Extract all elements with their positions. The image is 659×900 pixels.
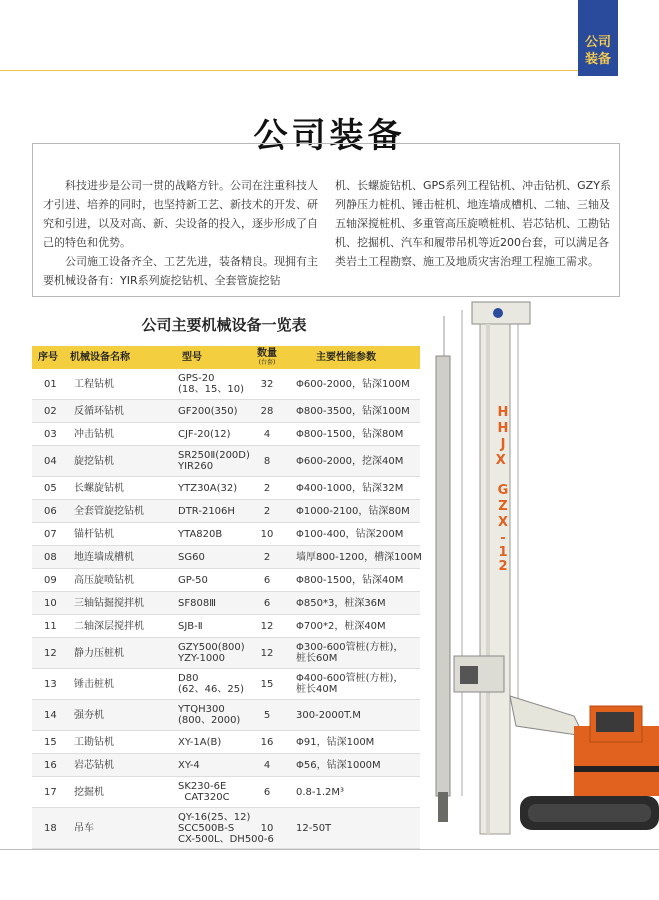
cell-model: D80 (62、46、25) — [178, 673, 244, 695]
cell-no: 06 — [44, 505, 57, 517]
table-header — [32, 346, 420, 369]
cell-spec: Φ700*2，桩深40M — [296, 620, 386, 632]
cell-spec: 0.8-1.2M³ — [296, 786, 345, 798]
badge-line-2: 装备 — [584, 52, 611, 67]
table-row — [32, 777, 420, 808]
cell-spec: Φ1000-2100，钻深80M — [296, 505, 410, 517]
cell-model: SJB-Ⅱ — [178, 620, 203, 632]
cell-unit: 12 — [260, 647, 274, 659]
cell-name: 岩芯钻机 — [74, 759, 114, 771]
cell-model: SF808Ⅲ — [178, 597, 217, 609]
cell-no: 16 — [44, 759, 57, 771]
cell-name: 全套管旋挖钻机 — [74, 505, 144, 517]
intro-paragraph-3: 机、长螺旋钻机、GPS系列工程钻机、冲击钻机、GZY系列静压力桩机、锤击桩机、地连墙成槽机、二轴、三轴及五轴深搅桩机、多重管高压旋喷桩机、岩芯钻机、工勘钻机、挖掘机、汽车和履带吊机等近200台套，可以满足各类岩土工程勘察、施工及地质灾害治理工程施工需求。 — [335, 179, 611, 268]
cell-no: 08 — [44, 551, 57, 563]
cell-name: 工勘钻机 — [74, 736, 114, 748]
cell-unit: 10 — [260, 528, 274, 540]
cell-name: 锤击桩机 — [74, 678, 114, 690]
cell-name: 锚杆钻机 — [74, 528, 114, 540]
cell-model: GPS-20 (18、15、10) — [178, 373, 244, 395]
cell-no: 04 — [44, 455, 57, 467]
cell-spec: Φ800-3500，钻深100M — [296, 405, 410, 417]
cell-unit: 32 — [260, 378, 274, 390]
cell-name: 挖掘机 — [74, 786, 104, 798]
cell-model: XY-1A(B) — [178, 736, 222, 748]
rig-mast-rail — [486, 324, 490, 834]
cell-name: 长螺旋钻机 — [74, 482, 124, 494]
cell-name: 反循环钻机 — [74, 405, 124, 417]
cell-model: YTQH300 (800、2000) — [178, 704, 241, 726]
cell-model: SG60 — [178, 551, 205, 563]
rig-body-stripe — [574, 766, 659, 772]
cell-unit: 8 — [263, 455, 271, 467]
header-spec: 主要性能参数 — [316, 351, 376, 363]
cell-no: 13 — [44, 678, 57, 690]
cell-spec: Φ400-600管桩(方桩)， 桩长40M — [296, 673, 404, 695]
cell-spec: Φ800-1500，钻深40M — [296, 574, 404, 586]
cell-no: 10 — [44, 597, 57, 609]
table-row — [32, 731, 420, 754]
cell-unit: 4 — [263, 428, 271, 440]
header-no: 序号 — [38, 351, 58, 363]
table-row — [32, 546, 420, 569]
cell-spec: Φ600-2000，挖深40M — [296, 455, 404, 467]
table-row — [32, 423, 420, 446]
rig-logo — [493, 308, 503, 318]
cell-spec: 300-2000T.M — [296, 709, 361, 721]
cell-spec: Φ100-400，钻深200M — [296, 528, 404, 540]
cell-spec: Φ400-1000，钻深32M — [296, 482, 404, 494]
rig-mast — [480, 324, 510, 834]
table-row — [32, 808, 420, 849]
cell-unit: 10 — [260, 822, 274, 834]
cell-spec: Φ300-600管桩(方桩)， 桩长60M — [296, 642, 404, 664]
table-row — [32, 615, 420, 638]
table-row — [32, 500, 420, 523]
cell-name: 强夯机 — [74, 709, 104, 721]
table-row — [32, 669, 420, 700]
intro-paragraph-1: 科技进步是公司一贯的战略方针。公司在注重科技人才引进、培养的同时，也坚持新工艺、新技术的开发、研究和引进，以及对高、新、尖设备的投入，逐步形成了自己的特色和优势。 — [43, 179, 318, 249]
table-body — [32, 369, 420, 849]
cell-unit: 12 — [260, 620, 274, 632]
cell-name: 地连墙成槽机 — [74, 551, 134, 563]
cell-no: 05 — [44, 482, 57, 494]
rig-mast-lettering: H H J X G Z X -1 2 — [495, 405, 509, 574]
cell-unit: 6 — [263, 597, 271, 609]
cell-name: 静力压桩机 — [74, 647, 124, 659]
cell-name: 高压旋喷钻机 — [74, 574, 134, 586]
cell-spec: Φ600-2000，钻深100M — [296, 378, 410, 390]
cell-no: 03 — [44, 428, 57, 440]
cell-unit: 2 — [263, 505, 271, 517]
rig-cab-window — [596, 712, 634, 732]
intro-right-column — [335, 176, 611, 271]
table-row — [32, 477, 420, 500]
cell-model: QY-16(25、12) SCC500B-S CX-500L、DH500-6 — [178, 811, 274, 845]
rig-rotary-head-dark — [460, 666, 478, 684]
header-unit-sub: (台套) — [258, 358, 276, 366]
cell-no: 02 — [44, 405, 57, 417]
cell-name: 三轴钻掘搅拌机 — [74, 597, 144, 609]
cell-unit: 5 — [263, 709, 271, 721]
cell-no: 09 — [44, 574, 57, 586]
cell-unit: 6 — [263, 786, 271, 798]
intro-box — [32, 143, 620, 297]
header-rule — [0, 70, 562, 71]
intro-left-column — [43, 176, 319, 290]
cell-model: DTR-2106H — [178, 505, 235, 517]
cell-no: 18 — [44, 822, 57, 834]
cell-unit: 2 — [263, 482, 271, 494]
cell-spec: Φ800-1500，钻深80M — [296, 428, 404, 440]
header-unit-label: 数量 — [257, 347, 277, 359]
section-badge — [578, 0, 618, 76]
table-row — [32, 569, 420, 592]
cell-model: XY-4 — [178, 759, 200, 771]
rig-track-inner — [528, 804, 651, 822]
table-row — [32, 523, 420, 546]
cell-no: 07 — [44, 528, 57, 540]
page-title: 公司装备 — [253, 116, 406, 156]
cell-no: 11 — [44, 620, 57, 632]
rig-drill-bit — [438, 792, 448, 822]
cell-unit: 28 — [260, 405, 274, 417]
cell-no: 01 — [44, 378, 57, 390]
cell-spec: 12-50T — [296, 822, 332, 834]
cell-unit: 4 — [263, 759, 271, 771]
rig-boom — [510, 696, 584, 736]
cell-no: 15 — [44, 736, 57, 748]
cell-model: CJF-20(12) — [178, 428, 231, 440]
cell-name: 二轴深层搅拌机 — [74, 620, 144, 632]
cell-spec: 墙厚800-1200，槽深100M — [296, 551, 422, 563]
table-row — [32, 700, 420, 731]
cell-model: SR250Ⅱ(200D) YIR260 — [178, 450, 250, 472]
cell-spec: Φ91，钻深100M — [296, 736, 375, 748]
header-unit — [242, 349, 292, 367]
cell-unit: 6 — [263, 574, 271, 586]
table-row — [32, 638, 420, 669]
table-title: 公司主要机械设备一览表 — [141, 316, 307, 334]
footer-rule — [0, 849, 659, 850]
cell-model: SK230-6E CAT320C — [178, 781, 230, 803]
cell-name: 旋挖钻机 — [74, 455, 114, 467]
cell-model: YTA820B — [178, 528, 223, 540]
cell-no: 12 — [44, 647, 57, 659]
cell-name: 工程钻机 — [74, 378, 114, 390]
cell-spec: Φ850*3，桩深36M — [296, 597, 386, 609]
cell-model: GZY500(800) YZY-1000 — [178, 642, 245, 664]
table-row — [32, 400, 420, 423]
cell-unit: 15 — [260, 678, 274, 690]
header-model: 型号 — [182, 351, 202, 363]
table-row — [32, 592, 420, 615]
table-row — [32, 369, 420, 400]
cell-name: 冲击钻机 — [74, 428, 114, 440]
cell-unit: 16 — [260, 736, 274, 748]
cell-model: YTZ30A(32) — [178, 482, 238, 494]
cell-model: GF200(350) — [178, 405, 238, 417]
cell-name: 吊车 — [74, 822, 94, 834]
cell-model: GP-50 — [178, 574, 208, 586]
intro-paragraph-2: 公司施工设备齐全、工艺先进，装备精良。现拥有主要机械设备有：YIR系列旋挖钻机、全套管旋挖钻 — [43, 255, 318, 287]
cell-no: 17 — [44, 786, 57, 798]
cell-no: 14 — [44, 709, 57, 721]
table-row — [32, 446, 420, 477]
badge-line-1: 公司 — [584, 35, 611, 50]
table-row — [32, 754, 420, 777]
cell-spec: Φ56，钻深1000M — [296, 759, 381, 771]
rotary-drilling-rig-illustration — [424, 296, 659, 846]
header-name: 机械设备名称 — [70, 351, 130, 363]
rig-kelly-bar — [436, 356, 450, 796]
cell-unit: 2 — [263, 551, 271, 563]
equipment-table — [32, 346, 420, 849]
